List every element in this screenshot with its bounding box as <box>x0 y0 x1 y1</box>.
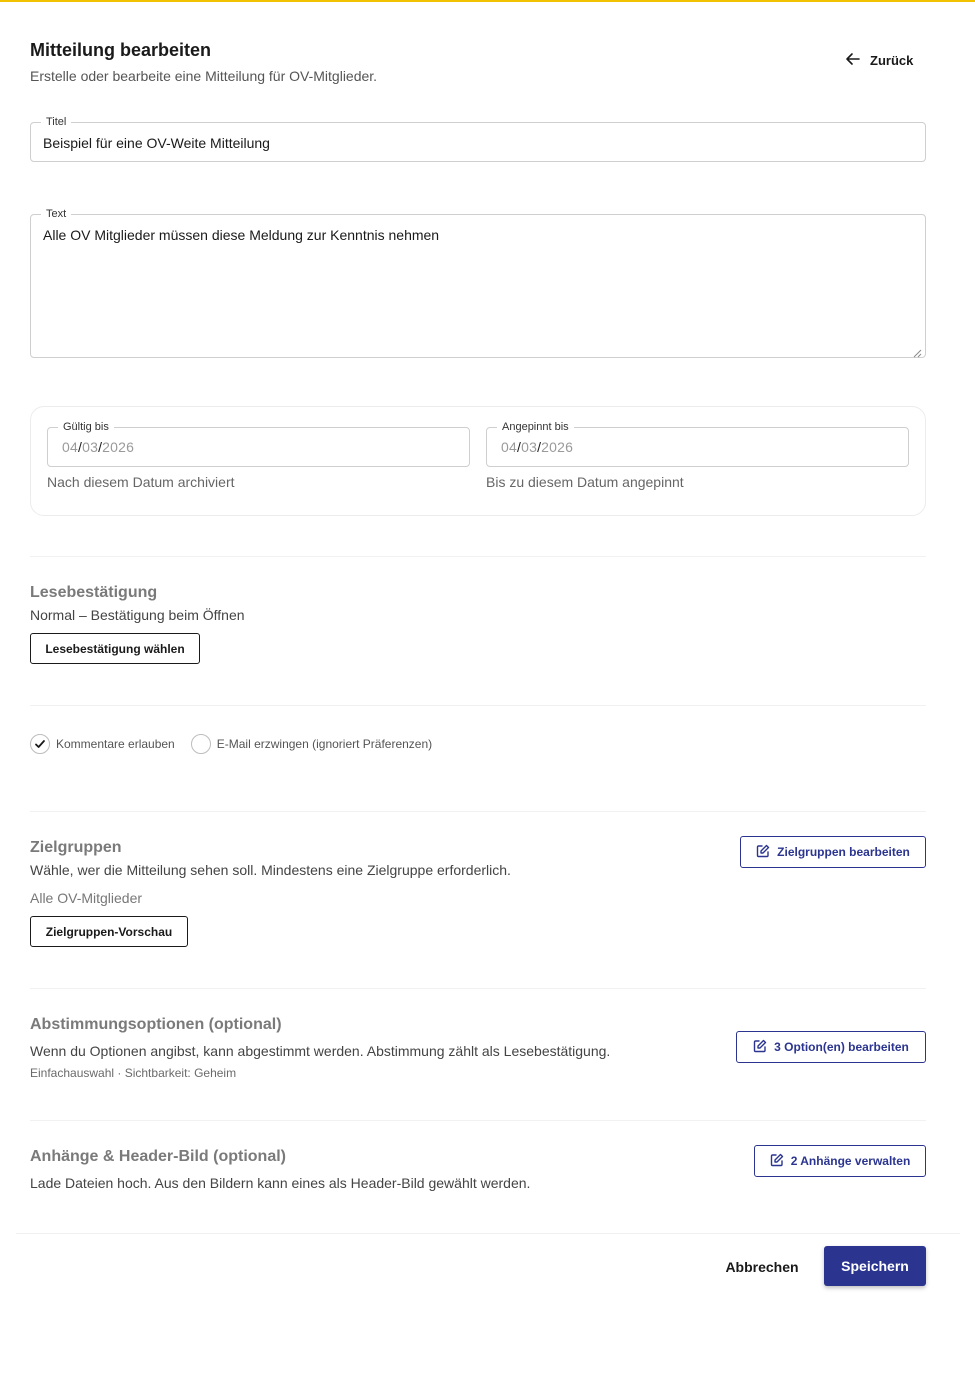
edit-audience-button[interactable] <box>740 836 926 868</box>
divider <box>30 811 926 812</box>
edit-icon <box>770 1153 784 1170</box>
page-subtitle: Erstelle oder bearbeite eine Mitteilung für OV-Mitglieder. <box>30 68 378 84</box>
audience-preview-button[interactable]: Zielgruppen-Vorschau <box>30 916 188 947</box>
allow-comments-checkbox[interactable] <box>30 734 50 754</box>
footer-divider <box>16 1233 960 1234</box>
title-field-value: Beispiel für eine OV-Weite Mitteilung <box>43 135 270 151</box>
save-button[interactable]: Speichern <box>824 1246 926 1286</box>
valid-until-value: 04/03/2026 <box>62 439 135 455</box>
text-field[interactable] <box>30 208 926 358</box>
read-receipt-button[interactable]: Lesebestätigung wählen <box>30 633 200 664</box>
resize-handle-icon[interactable] <box>913 345 922 354</box>
manage-attachments-label: 2 Anhänge verwalten <box>790 1154 911 1168</box>
audience-title: Zielgruppen <box>30 839 122 856</box>
cancel-button[interactable]: Abbrechen <box>725 1259 799 1275</box>
page-title: Mitteilung bearbeiten <box>30 40 212 60</box>
attachments-title: Anhänge & Header-Bild (optional) <box>30 1148 286 1165</box>
pinned-until-value: 04/03/2026 <box>501 439 574 455</box>
title-field[interactable] <box>30 116 926 162</box>
read-receipt-title: Lesebestätigung <box>30 584 158 601</box>
force-email-checkbox[interactable] <box>191 734 211 754</box>
divider <box>30 556 926 557</box>
edit-icon <box>753 1039 767 1056</box>
divider <box>30 705 926 706</box>
valid-until-label: Gültig bis <box>58 420 114 434</box>
force-email-label[interactable]: E-Mail erzwingen (ignoriert Präferenzen) <box>216 737 433 751</box>
edit-voting-options-label: 3 Option(en) bearbeiten <box>774 1040 909 1054</box>
read-receipt-current: Normal – Bestätigung beim Öffnen <box>30 607 245 623</box>
voting-meta: Einfachauswahl · Sichtbarkeit: Geheim <box>30 1066 237 1080</box>
top-accent-bar <box>0 0 975 2</box>
allow-comments-label[interactable]: Kommentare erlauben <box>56 737 175 751</box>
divider <box>30 988 926 989</box>
voting-description: Wenn du Optionen angibst, kann abgestimmt werden. Abstimmung zählt als Lesebestätigung. <box>30 1043 611 1059</box>
back-button[interactable] <box>844 50 913 71</box>
checkmark-icon <box>34 738 46 750</box>
text-field-label: Text <box>41 207 71 221</box>
edit-audience-label: Zielgruppen bearbeiten <box>777 845 910 859</box>
arrow-left-icon <box>844 50 862 71</box>
divider <box>30 1120 926 1121</box>
edit-icon <box>756 844 770 861</box>
title-field-label: Titel <box>41 115 71 129</box>
back-label: Zurück <box>870 53 914 68</box>
options-row <box>30 734 448 754</box>
text-field-value: Alle OV Mitglieder müssen diese Meldung zur Kenntnis nehmen <box>43 227 440 243</box>
attachments-description: Lade Dateien hoch. Aus den Bildern kann eines als Header-Bild gewählt werden. <box>30 1175 531 1191</box>
audience-selected: Alle OV-Mitglieder <box>30 890 143 906</box>
audience-description: Wähle, wer die Mitteilung sehen soll. Mindestens eine Zielgruppe erforderlich. <box>30 862 511 878</box>
date-card <box>30 406 926 516</box>
pinned-until-field[interactable] <box>486 421 909 467</box>
pinned-until-label: Angepinnt bis <box>497 420 574 434</box>
edit-voting-options-button[interactable] <box>736 1031 926 1063</box>
pinned-until-helper: Bis zu diesem Datum angepinnt <box>486 474 684 490</box>
valid-until-field[interactable] <box>47 421 470 467</box>
voting-title: Abstimmungsoptionen (optional) <box>30 1016 282 1033</box>
valid-until-helper: Nach diesem Datum archiviert <box>47 474 235 490</box>
manage-attachments-button[interactable] <box>754 1145 926 1177</box>
